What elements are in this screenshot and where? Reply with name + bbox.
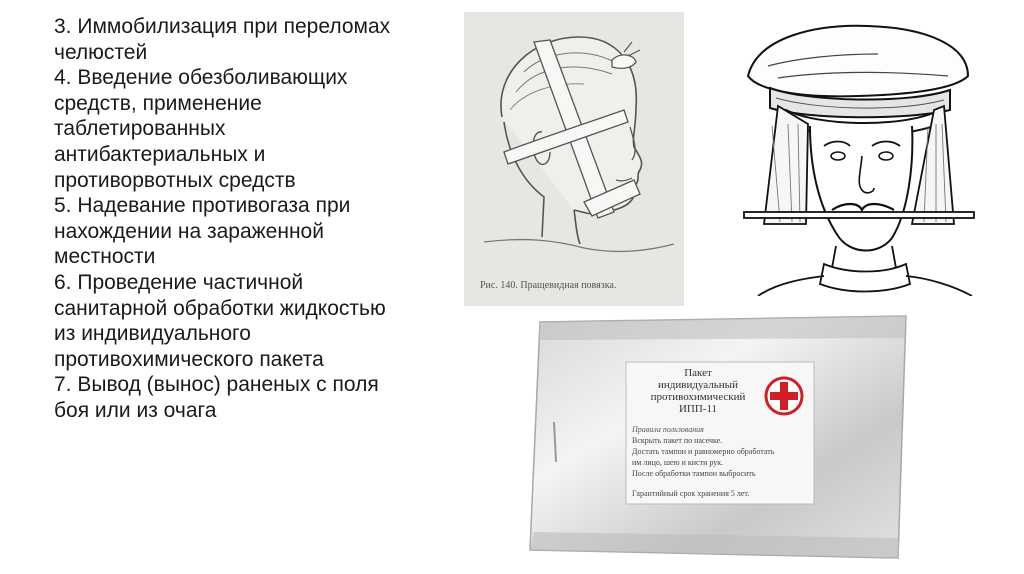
package-title-line: ИПП-11 <box>678 403 718 415</box>
package-rules-heading: Правила пользования <box>632 425 704 434</box>
list-line: 4. Введение обезболивающих <box>54 66 348 90</box>
package-title-line: Пакет <box>684 367 712 379</box>
figure-caption: Рис. 140. Пращевидная повязка. <box>480 280 617 291</box>
list-line: боя или из очага <box>54 398 217 422</box>
list-line: 7. Вывод (вынос) раненых с поля <box>54 373 379 397</box>
package-rule-line: Вскрыть пакет по насечке. <box>632 436 723 445</box>
package-shelf-life: Гарантийный срок хранения 5 лет. <box>632 489 750 498</box>
sling-bandage-illustration <box>464 12 684 306</box>
list-line: противорвотных средств <box>54 168 296 192</box>
soldier-jaw-splint-illustration <box>728 6 980 296</box>
list-line: санитарной обработки жидкостью <box>54 296 386 320</box>
list-line: нахождении на зараженной <box>54 219 324 243</box>
list-line: 3. Иммобилизация при переломах <box>54 15 391 38</box>
list-line: 6. Проведение частичной <box>54 270 304 294</box>
first-aid-measures-list <box>54 14 446 424</box>
package-title-line: противохимический <box>650 391 746 403</box>
package-title-line: индивидуальный <box>658 379 738 391</box>
list-line: антибактериальных и <box>54 142 266 166</box>
antichemical-package-photo <box>526 312 914 562</box>
list-line: из индивидуального <box>54 322 251 346</box>
package-rule-line: После обработки тампон выбросить <box>632 469 756 478</box>
package-rule-line: им лицо, шею и кисти рук. <box>632 458 724 467</box>
red-cross-icon <box>766 378 802 414</box>
list-line: 5. Надевание противогаза при <box>54 194 351 218</box>
list-line: местности <box>54 245 156 269</box>
list-line: средств, применение <box>54 91 262 115</box>
list-line: таблетированных <box>54 117 226 141</box>
list-line: противохимического пакета <box>54 347 324 371</box>
package-rule-line: Достать тампон и равномерно обработать <box>632 447 775 456</box>
list-line: челюстей <box>54 40 148 64</box>
